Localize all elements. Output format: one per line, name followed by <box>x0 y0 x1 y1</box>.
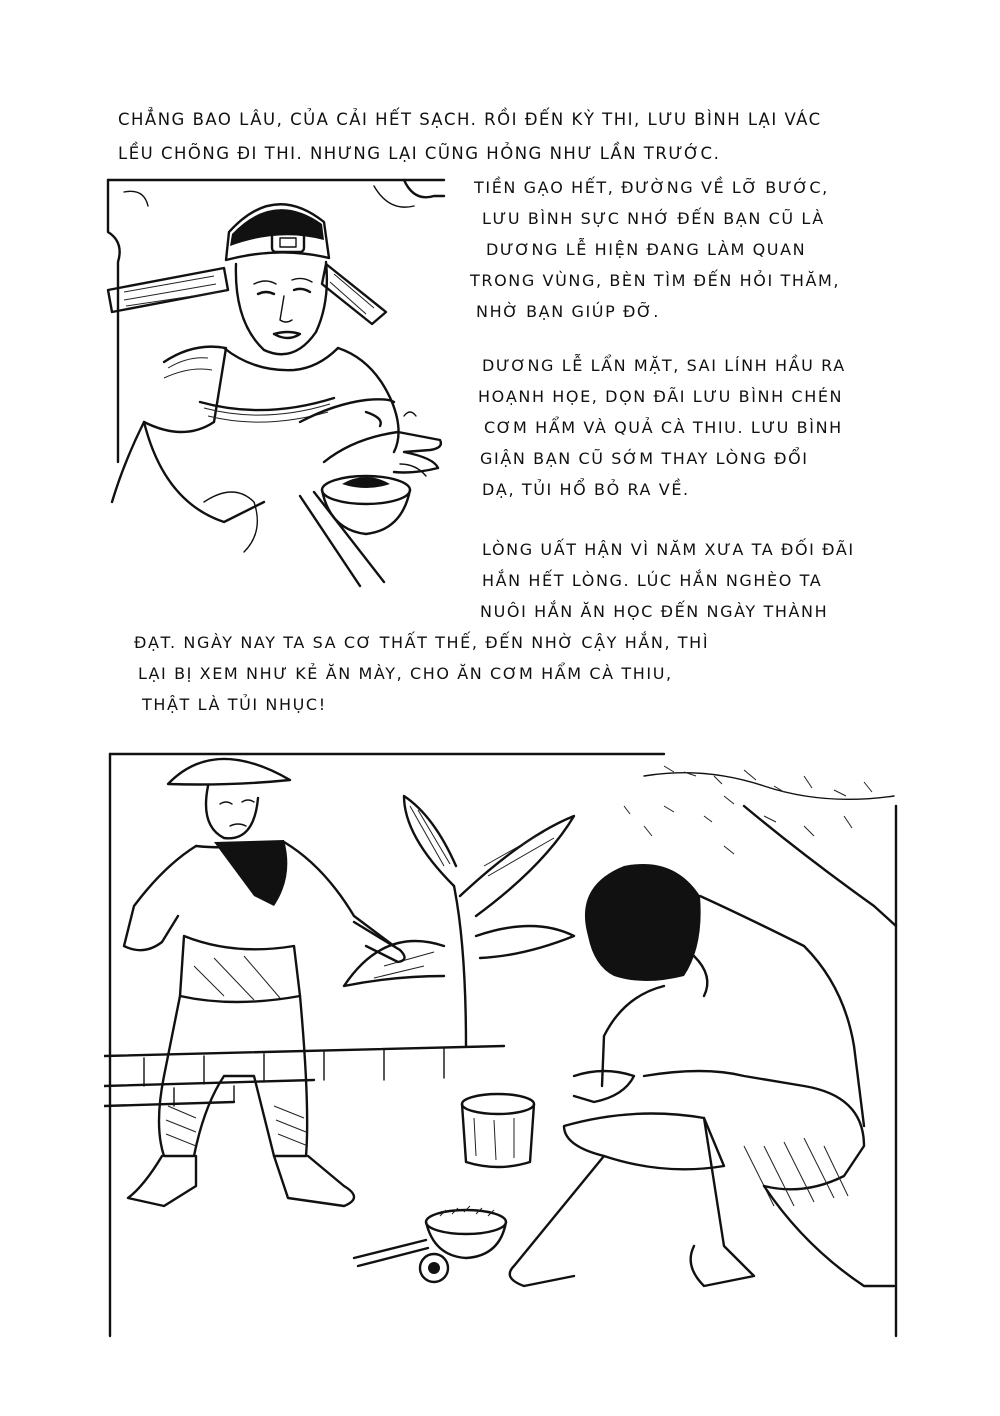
paragraph-2-line-2: HOẠNH HỌE, DỌN ĐÃI LƯU BÌNH CHÉN <box>478 387 844 406</box>
paragraph-2-line-5: DẠ, TỦI HỔ BỎ RA VỀ. <box>482 480 690 499</box>
paragraph-2-line-3: CƠM HẨM VÀ QUẢ CÀ THIU. LƯU BÌNH <box>484 418 843 437</box>
paragraph-3-line-6: THẬT LÀ TỦI NHỤC! <box>142 695 327 714</box>
paragraph-1-line-1: TIỀN GẠO HẾT, ĐƯỜNG VỀ LỠ BƯỚC, <box>474 178 829 197</box>
paragraph-1-line-4: TRONG VÙNG, BÈN TÌM ĐẾN HỎI THĂM, <box>470 271 841 290</box>
paragraph-3-line-3: NUÔI HẮN ĂN HỌC ĐẾN NGÀY THÀNH <box>480 602 829 621</box>
paragraph-3-line-5: LẠI BỊ XEM NHƯ KẺ ĂN MÀY, CHO ĂN CƠM HẨM CÀ THIU, <box>138 664 673 683</box>
paragraph-1-line-2: LƯU BÌNH SỰC NHỚ ĐẾN BẠN CŨ LÀ <box>482 209 825 228</box>
scene-drawing <box>104 746 904 1356</box>
paragraph-1 <box>470 172 841 327</box>
intro-line-2: LỀU CHÕNG ĐI THI. NHƯNG LẠI CŨNG HỎNG NHƯ LẦN TRƯỚC. <box>118 144 721 163</box>
paragraph-1-line-5: NHỜ BẠN GIÚP ĐỠ. <box>476 302 660 321</box>
paragraph-3 <box>130 534 855 720</box>
scene-illustration <box>104 746 904 1356</box>
paragraph-3-line-2: HẮN HẾT LÒNG. LÚC HẮN NGHÈO TA <box>482 571 823 590</box>
paragraph-3-line-1: LÒNG UẤT HẬN VÌ NĂM XƯA TA ĐỐI ĐÃI <box>482 540 855 559</box>
paragraph-2 <box>478 350 846 505</box>
paragraph-2-line-4: GIẬN BẠN CŨ SỚM THAY LÒNG ĐỔI <box>480 449 809 468</box>
paragraph-3-line-4: ĐẠT. NGÀY NAY TA SA CƠ THẤT THẾ, ĐẾN NHỜ CẬY HẮN, THÌ <box>134 633 710 652</box>
paragraph-2-line-1: DƯƠNG LỄ LẨN MẶT, SAI LÍNH HẦU RA <box>482 356 846 375</box>
intro-line-1: CHẲNG BAO LÂU, CỦA CẢI HẾT SẠCH. RỒI ĐẾN KỲ THI, LƯU BÌNH LẠI VÁC <box>118 110 822 129</box>
paragraph-1-line-3: DƯƠNG LỄ HIỆN ĐANG LÀM QUAN <box>486 240 807 259</box>
